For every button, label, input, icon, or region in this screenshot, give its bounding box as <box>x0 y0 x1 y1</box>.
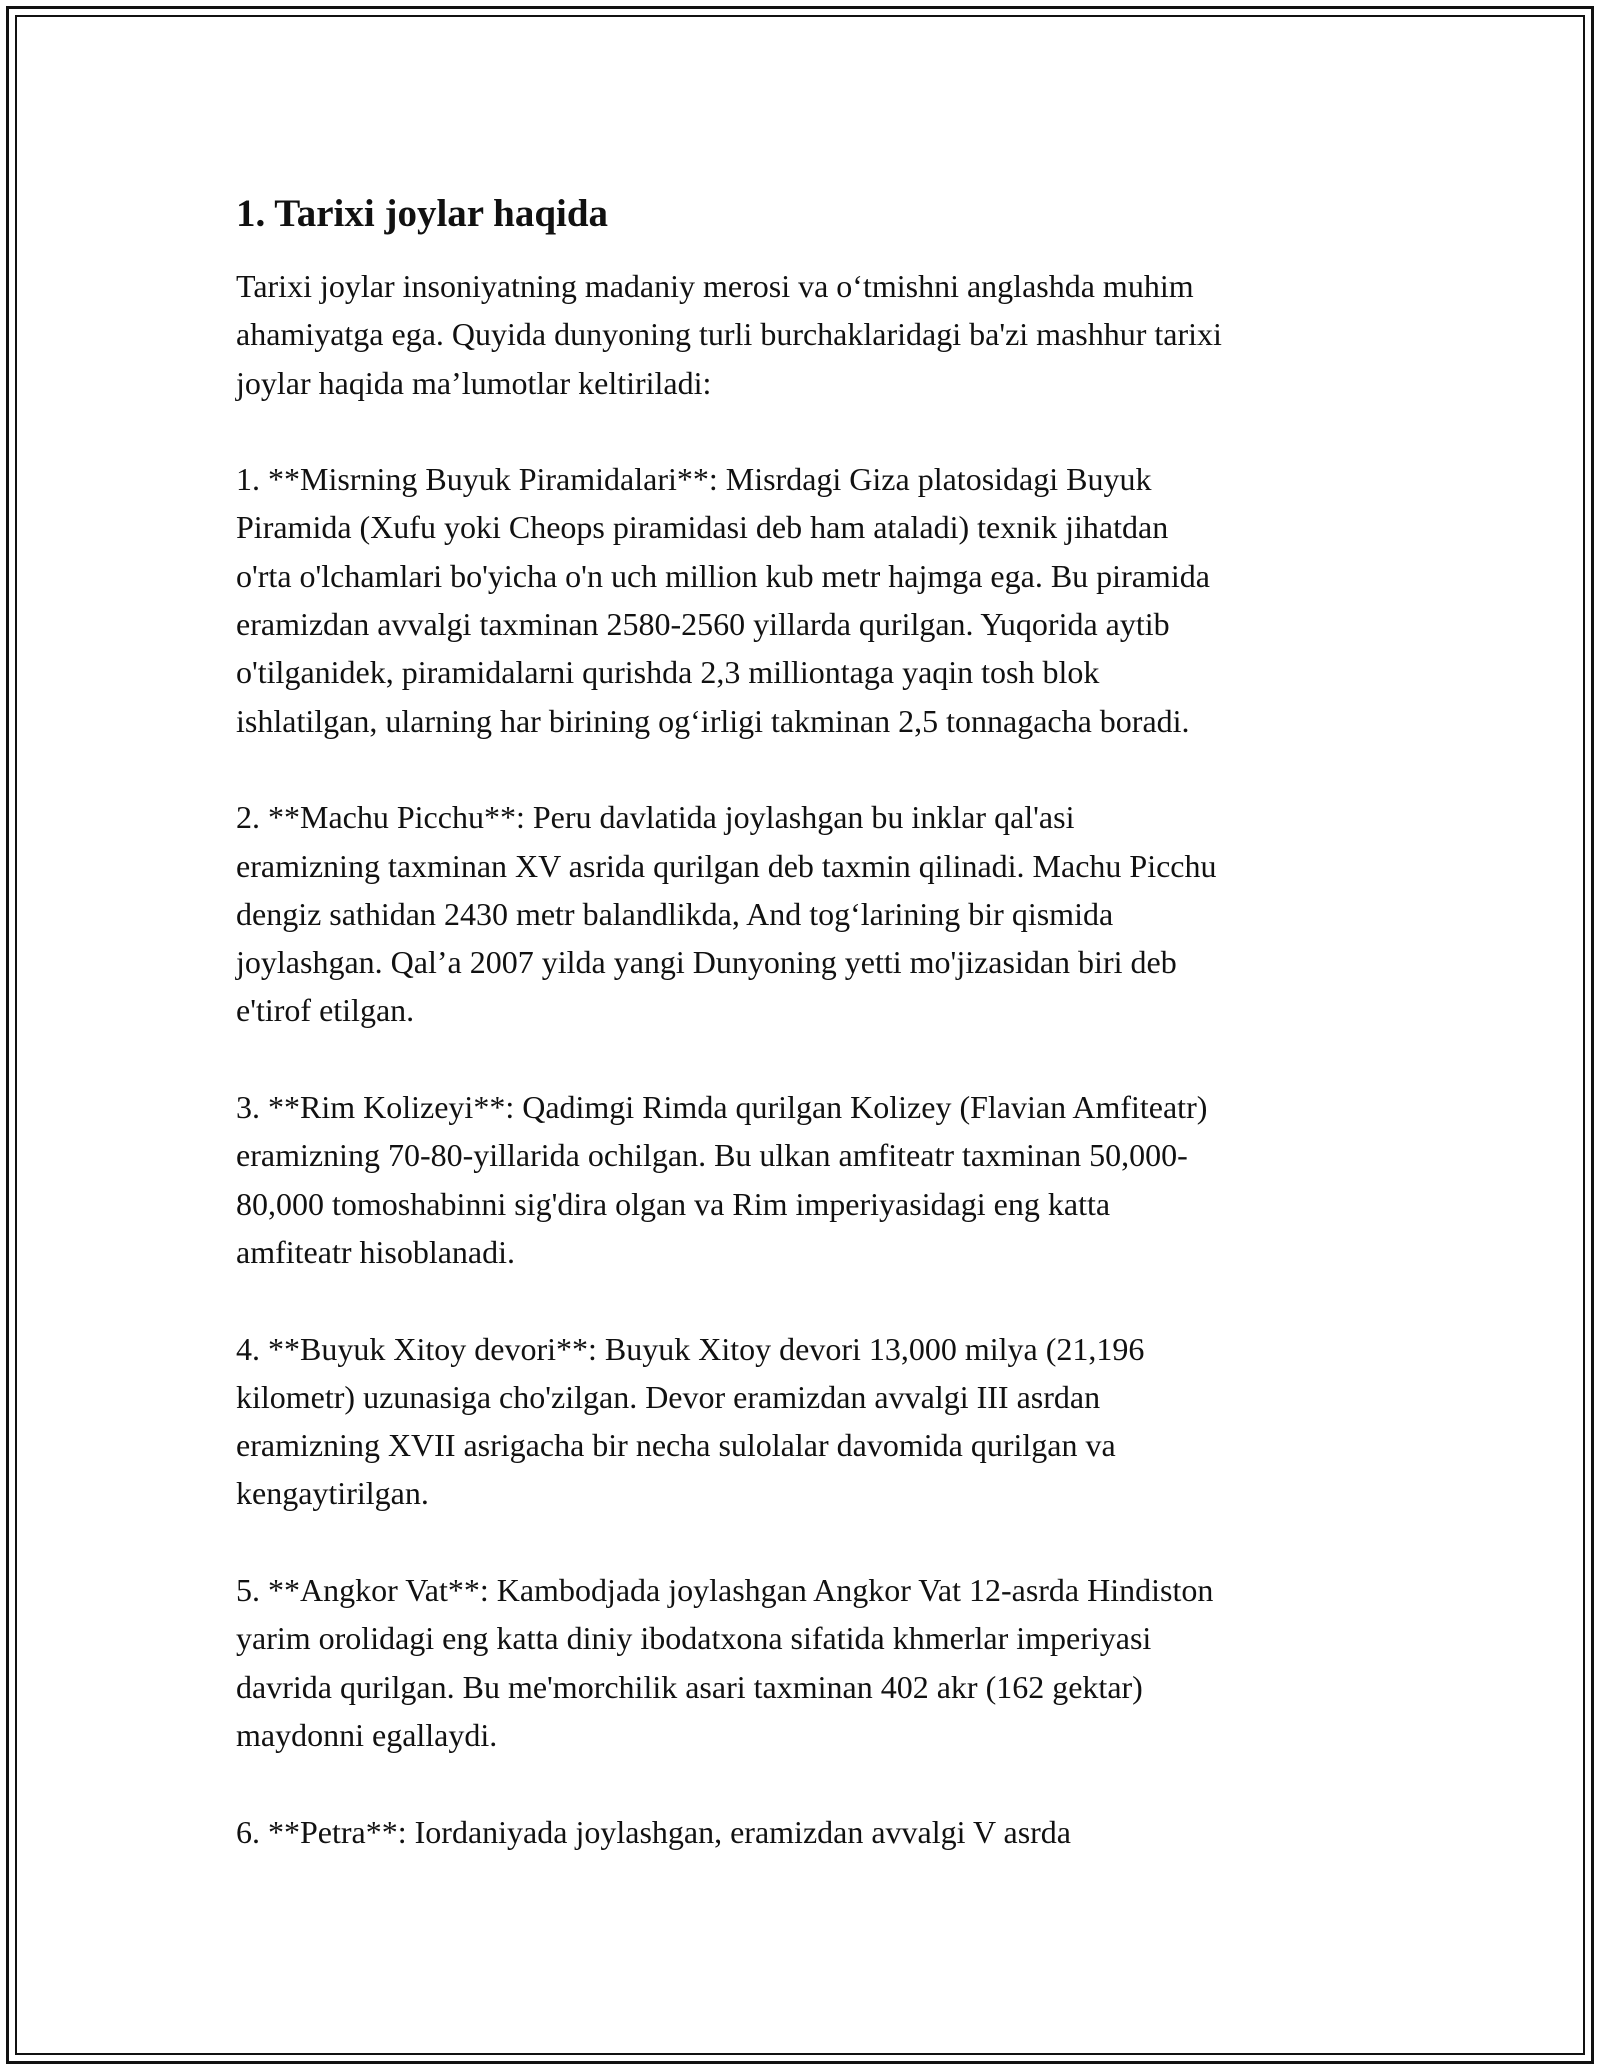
document-body <box>236 186 1386 1856</box>
text-line: 5. **Angkor Vat**: Kambodjada joylashgan Angkor Vat 12-asrda Hindiston <box>236 1572 1214 1609</box>
paragraph-great-wall <box>236 1325 1386 1518</box>
text-line: kengaytirilgan. <box>236 1475 429 1512</box>
text-line: 80,000 tomoshabinni sig'dira olgan va Rim imperiyasidagi eng katta <box>236 1185 1111 1222</box>
paragraph-petra <box>236 1808 1386 1856</box>
text-line: dengiz sathidan 2430 metr balandlikda, And tog‘larining bir qismida <box>236 895 1114 932</box>
text-line: 3. **Rim Kolizeyi**: Qadimgi Rimda qurilgan Kolizey (Flavian Amfiteatr) <box>236 1089 1208 1126</box>
text-line: eramizning 70-80-yillarida ochilgan. Bu ulkan amfiteatr taxminan 50,000- <box>236 1137 1188 1174</box>
text-line: e'tirof etilgan. <box>236 992 415 1029</box>
text-line: 4. **Buyuk Xitoy devori**: Buyuk Xitoy devori 13,000 milya (21,196 <box>236 1330 1145 1367</box>
text-line: Tarixi joylar insoniyatning madaniy merosi va o‘tmishni anglashda muhim <box>236 268 1194 304</box>
text-line: eramizning taxminan XV asrida qurilgan deb taxmin qilinadi. Machu Picchu <box>236 847 1217 884</box>
paragraph-pyramids <box>236 455 1386 745</box>
text-line: kilometr) uzunasiga cho'zilgan. Devor eramizdan avvalgi III asrdan <box>236 1378 1101 1415</box>
text-line: joylashgan. Qal’a 2007 yilda yangi Dunyoning yetti mo'jizasidan biri deb <box>236 944 1177 981</box>
text-line: o'tilganidek, piramidalarni qurishda 2,3 milliontaga yaqin tosh blok <box>236 654 1100 691</box>
paragraph-angkor-wat <box>236 1566 1386 1759</box>
text-line: 2. **Machu Picchu**: Peru davlatida joylashgan bu inklar qal'asi <box>236 799 1075 836</box>
text-line: joylar haqida ma’lumotlar keltiriladi: <box>236 364 712 401</box>
paragraph-colosseum <box>236 1083 1386 1276</box>
text-line: maydonni egallaydi. <box>236 1716 498 1753</box>
text-line: ishlatilgan, ularning har birining og‘irligi takminan 2,5 tonnagacha boradi. <box>236 702 1190 739</box>
text-line: o'rta o'lchamlari bo'yicha o'n uch million kub metr hajmga ega. Bu piramida <box>236 557 1210 594</box>
text-line: davrida qurilgan. Bu me'morchilik asari taxminan 402 akr (162 gektar) <box>236 1668 1143 1705</box>
intro-paragraph <box>236 262 1386 407</box>
text-line: ahamiyatga ega. Quyida dunyoning turli burchaklaridagi ba'zi mashhur tarixi <box>236 316 1222 353</box>
text-line: Piramida (Xufu yoki Cheops piramidasi deb ham ataladi) texnik jihatdan <box>236 509 1169 546</box>
text-line: 6. **Petra**: Iordaniyada joylashgan, eramizdan avvalgi V asrda <box>236 1813 1071 1850</box>
text-line: yarim orolidagi eng katta diniy ibodatxona sifatida khmerlar imperiyasi <box>236 1620 1152 1657</box>
text-line: eramizdan avvalgi taxminan 2580-2560 yillarda qurilgan. Yuqorida aytib <box>236 606 1170 643</box>
text-line: 1. **Misrning Buyuk Piramidalari**: Misrdagi Giza platosidagi Buyuk <box>236 461 1152 498</box>
paragraph-machu-picchu <box>236 793 1386 1034</box>
section-heading: 1. Tarixi joylar haqida <box>236 192 609 235</box>
text-line: amfiteatr hisoblanadi. <box>236 1233 516 1270</box>
text-line: eramizning XVII asrigacha bir necha sulolalar davomida qurilgan va <box>236 1427 1116 1464</box>
